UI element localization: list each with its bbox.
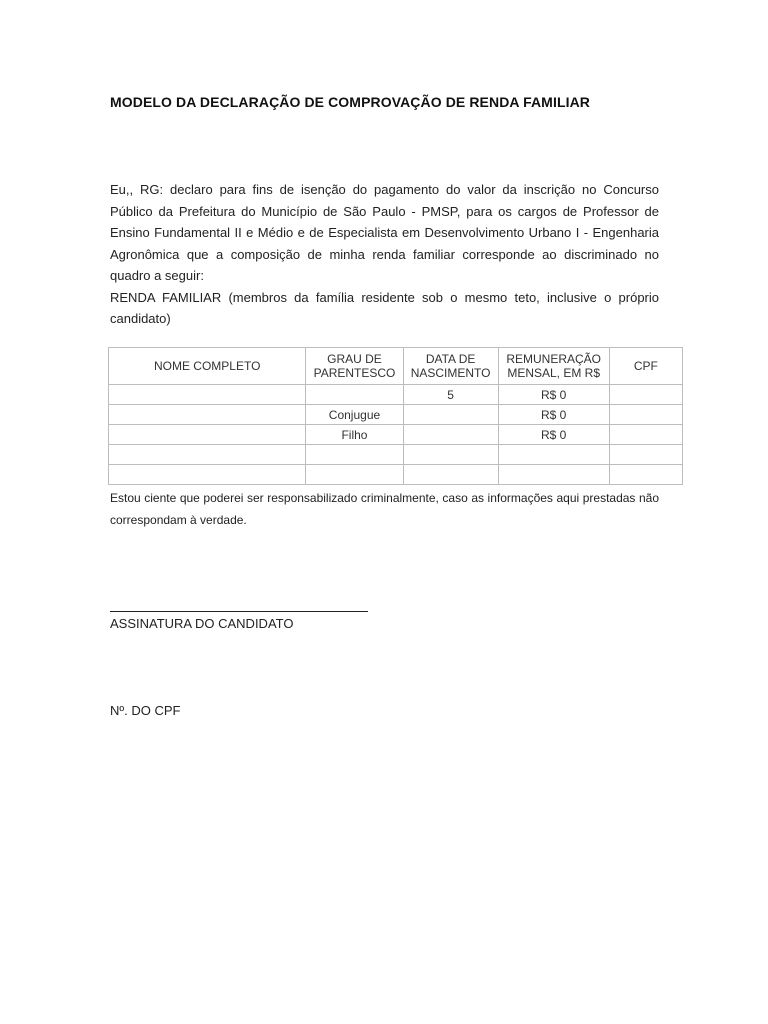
cell-cpf xyxy=(609,425,682,445)
cell-data xyxy=(403,445,498,465)
cell-data xyxy=(403,405,498,425)
signature-label: ASSINATURA DO CANDIDATO xyxy=(110,616,294,631)
cell-nome xyxy=(109,425,306,445)
signature-line xyxy=(110,611,368,612)
cell-grau: Filho xyxy=(306,425,403,445)
table-header-row xyxy=(109,348,683,385)
cell-nome xyxy=(109,445,306,465)
cell-remuneracao: R$ 0 xyxy=(498,425,609,445)
cell-remuneracao: R$ 0 xyxy=(498,385,609,405)
cell-remuneracao xyxy=(498,465,609,485)
renda-familiar-paragraph: RENDA FAMILIAR (membros da família residente sob o mesmo teto, inclusive o próprio candidato) xyxy=(110,289,659,326)
responsibility-statement: Estou ciente que poderei ser responsabilizado criminalmente, caso as informações aqui prestadas não correspondam à verdade. xyxy=(110,491,659,527)
cell-nome xyxy=(109,385,306,405)
cell-nome xyxy=(109,465,306,485)
intro-paragraph: Eu,, RG: declaro para fins de isenção do pagamento do valor da inscrição no Concurso Público da Prefeitura do Município de São Paulo - PMSP, para os cargos de Professor de Ensino Fundamental II e Médio e de Especialista em Desenvolvimento Urbano I - Engenharia Agronômica que a composição de minha renda familiar corresponde ao discriminado no quadro a seguir: xyxy=(110,182,659,283)
declaration-body xyxy=(110,179,659,330)
table-row xyxy=(109,405,683,425)
header-nome-completo: NOME COMPLETO xyxy=(109,348,306,385)
cell-grau xyxy=(306,445,403,465)
cell-grau: Conjugue xyxy=(306,405,403,425)
cell-cpf xyxy=(609,385,682,405)
cpf-label: Nº. DO CPF xyxy=(110,703,181,718)
cell-data xyxy=(403,425,498,445)
table-row xyxy=(109,385,683,405)
cell-data: 5 xyxy=(403,385,498,405)
table-row xyxy=(109,445,683,465)
document-title: MODELO DA DECLARAÇÃO DE COMPROVAÇÃO DE RENDA FAMILIAR xyxy=(110,94,591,110)
cell-grau xyxy=(306,465,403,485)
header-remuneracao: REMUNERAÇÃO MENSAL, EM R$ xyxy=(498,348,609,385)
cell-remuneracao: R$ 0 xyxy=(498,405,609,425)
table-row xyxy=(109,465,683,485)
header-grau-parentesco: GRAU DE PARENTESCO xyxy=(306,348,403,385)
family-income-table xyxy=(108,347,683,485)
cell-cpf xyxy=(609,445,682,465)
header-cpf: CPF xyxy=(609,348,682,385)
table-row xyxy=(109,425,683,445)
cell-cpf xyxy=(609,405,682,425)
cell-data xyxy=(403,465,498,485)
header-data-nascimento: DATA DE NASCIMENTO xyxy=(403,348,498,385)
cell-cpf xyxy=(609,465,682,485)
cell-grau xyxy=(306,385,403,405)
cell-nome xyxy=(109,405,306,425)
cell-remuneracao xyxy=(498,445,609,465)
